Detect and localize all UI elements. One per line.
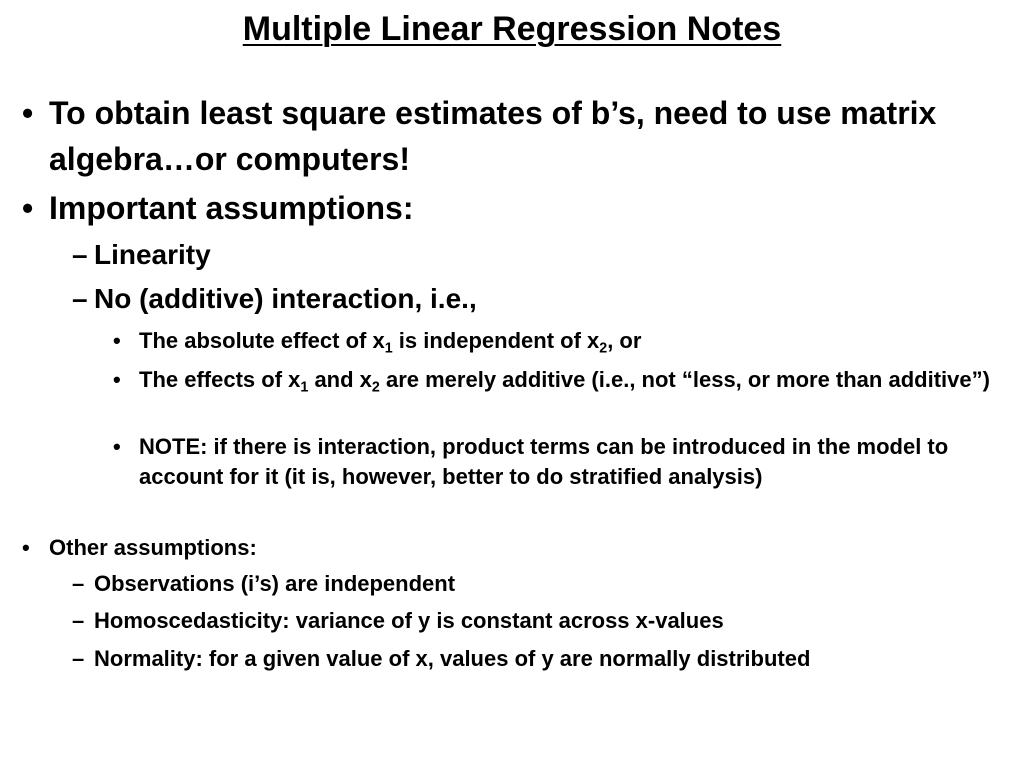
bullet-marker: • [113, 367, 121, 392]
bullet-marker: • [22, 535, 30, 560]
sub-bullet-text: Homoscedasticity: variance of y is constant across x-values [94, 608, 724, 633]
sub-bullet-text: Observations (i’s) are independent [94, 571, 456, 596]
sub-bullet-text: Normality: for a given value of x, values of y are normally distributed [94, 646, 811, 671]
sub-sub-bullet-item [113, 432, 1018, 492]
bullet-marker: • [22, 190, 34, 226]
bullet-marker: • [22, 95, 34, 131]
sub-bullet-item [72, 569, 1002, 599]
sub-sub-bullet-text: NOTE: if there is interaction, product terms can be introduced in the model to account for it (it is, however, better to do stratified analysis) [139, 434, 949, 489]
sub-sub-bullet-text: The effects of $x_1$ and $x_2$ are merely additive (i.e., not “less, or more than additive”) [139, 367, 990, 396]
sub-bullet-text: No (additive) interaction, i.e., [94, 283, 477, 314]
dash-marker: – [72, 283, 88, 314]
dash-marker: – [72, 571, 85, 596]
sub-bullet-item [72, 279, 1002, 319]
subscript: 1 [384, 340, 393, 357]
sub-sub-bullet-item [113, 326, 1018, 356]
dash-marker: – [72, 239, 88, 270]
bullet-marker: • [113, 328, 121, 353]
bullet-text: To obtain least square estimates of b’s, need to use matrix algebra…or computers! [49, 95, 937, 177]
sub-bullet-text: Linearity [94, 239, 211, 270]
slide-title: Multiple Linear Regression Notes [242, 10, 782, 48]
dash-marker: – [72, 646, 85, 671]
sub-bullet-item [72, 235, 1002, 275]
sub-bullet-item [72, 606, 1002, 636]
sub-bullet-item [72, 644, 1002, 674]
bullet-item [22, 90, 1002, 182]
bullet-text: Important assumptions: [49, 190, 414, 226]
sub-sub-bullet-text: The absolute effect of $x_1$ is independent of $x_2$, or [139, 328, 642, 357]
bullet-item [22, 533, 1002, 563]
bullet-text: Other assumptions: [49, 535, 257, 560]
subscript: 2 [599, 340, 608, 357]
dash-marker: – [72, 608, 85, 633]
bullet-item [22, 185, 1002, 231]
subscript: 1 [300, 379, 309, 396]
bullet-marker: • [113, 434, 121, 459]
sub-sub-bullet-item [113, 365, 1018, 395]
subscript: 2 [371, 379, 380, 396]
